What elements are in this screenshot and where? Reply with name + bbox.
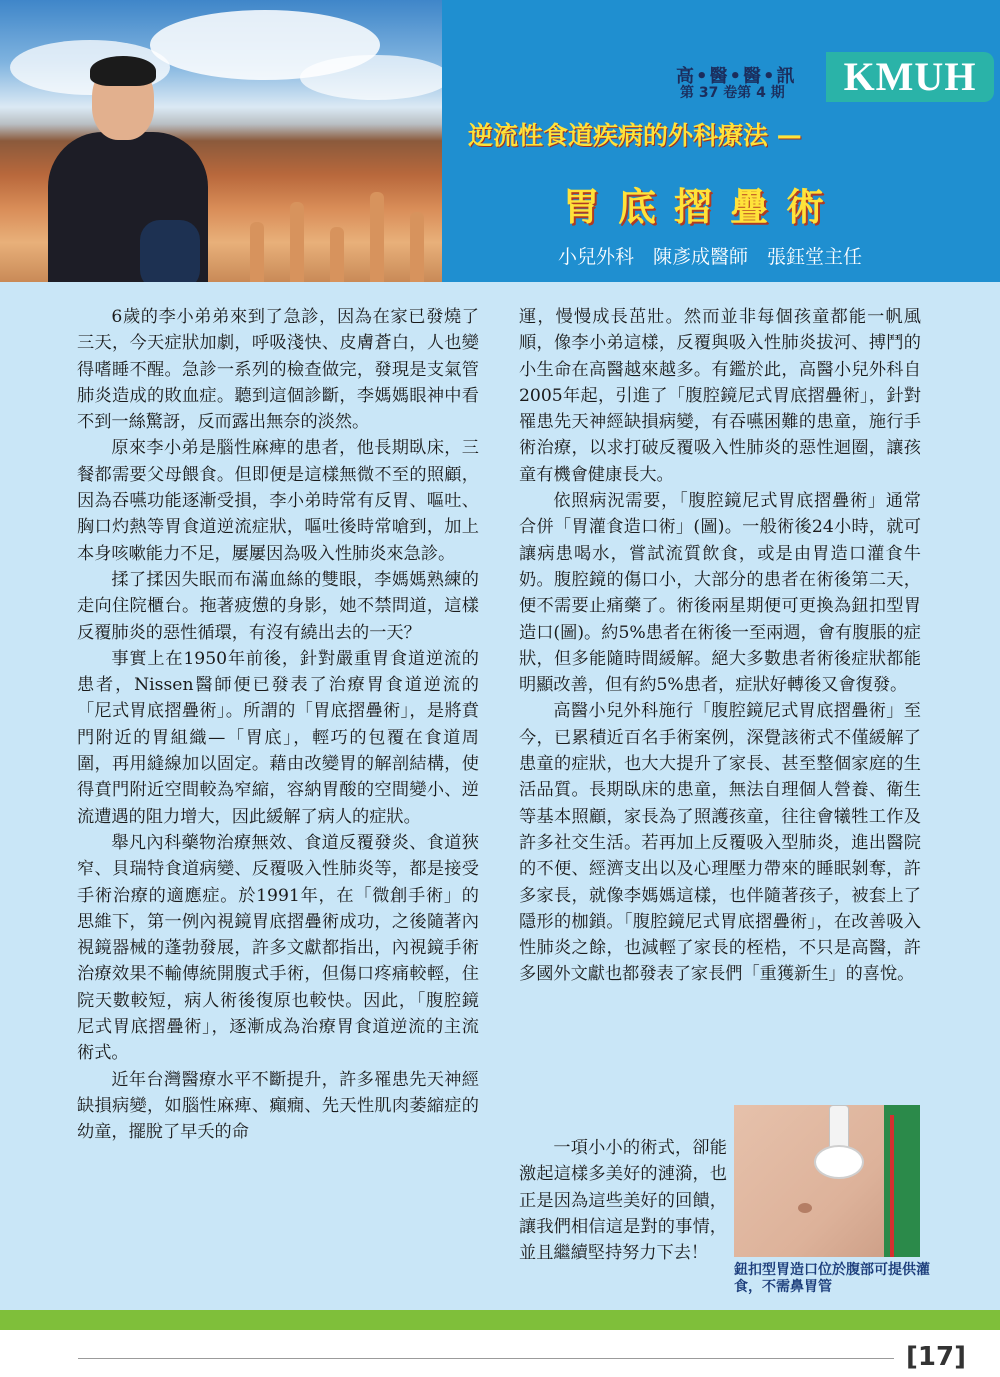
gastrostomy-photo (734, 1105, 920, 1257)
magazine-name: 高•醫•醫•訊 (676, 66, 797, 87)
article-subtitle: 胃底摺疊術 (562, 185, 843, 229)
footer-divider (78, 1358, 894, 1359)
paragraph: 高醫小兒外科施行「腹腔鏡尼式胃底摺疊術」至今，已累積近百名手術案例，深覺該術式不僅緩解了患童的症狀，也大大提升了家長、甚至整個家庭的生活品質。長期臥床的患童，無法自理個人營養、衛生等基本照顧，家長為了照護孩童，往往會犧牲工作及許多社交生活。若再加上反覆吸入型肺炎，進出醫院的不便、經濟支出以及心理壓力帶來的睡眠剝奪，許多家長，就像李媽媽這樣，也伴隨著孩子，被套上了隱形的枷鎖。「腹腔鏡尼式胃底摺疊術」，在改善吸入性肺炎之餘，也減輕了家長的桎梏，不只是高醫，許多國外文獻也都發表了家長們「重獲新生」的喜悅。 (519, 701, 921, 985)
rock-formation (250, 222, 264, 282)
right-column (519, 304, 921, 988)
monitor-wire (890, 1115, 894, 1257)
left-column (77, 304, 479, 1146)
paragraph: 揉了揉因失眠而布滿血絲的雙眼，李媽媽熟練的走向住院櫃台。拖著疲憊的身影，她不禁問道，這樣反覆肺炎的惡性循環，有沒有繞出去的一天？ (77, 569, 479, 643)
kmuh-logo: KMUH (826, 52, 994, 102)
paragraph: 依照病況需要，「腹腔鏡尼式胃底摺疊術」通常合併「胃灌食造口術」(圖)。一般術後24小時，就可讓病患喝水，嘗試流質飲食，或是由胃造口灌食牛奶。腹腔鏡的傷口小，大部分的患者在術後第二天，便不需要止痛藥了。術後兩星期便可更換為鈕扣型胃造口(圖)。約5%患者在術後一至兩週，會有腹脹的症狀，但多能隨時間緩解。絕大多數患者術後症狀都能明顯改善，但有約5%患者，症狀好轉後又會復發。 (519, 491, 921, 696)
closing-paragraph: 一項小小的術式，卻能激起這樣多美好的漣漪，也正是因為這些美好的回饋，讓我們相信這是對的事情，並且繼續堅持努力下去！ (519, 1138, 727, 1264)
footer-bar (0, 1310, 1000, 1330)
paragraph: 事實上在1950年前後，針對嚴重胃食道逆流的患者，Nissen醫師便已發表了治療胃食道逆流的「尼式胃底摺疊術」。所謂的「胃底摺疊術」，是將賁門附近的胃組織—「胃底」，輕巧的包覆在食道周圍，再用縫線加以固定。藉由改變胃的解剖結構，使得賁門附近空間較為窄縮，容納胃酸的空間變小、逆流遭遇的阻力增大，因此緩解了病人的症狀。 (77, 648, 479, 827)
rock-formation (410, 212, 424, 282)
paragraph: 6歲的李小弟弟來到了急診，因為在家已發燒了三天，今天症狀加劇，呼吸淺快、皮膚蒼白，人也變得嗜睡不醒。急診一系列的檢查做完，發現是支氣管肺炎造成的敗血症。聽到這個診斷，李媽媽眼神中看不到一絲驚訝，反而露出無奈的淡然。 (77, 307, 479, 433)
article-title: 逆流性食道疾病的外科療法 — (468, 121, 802, 150)
rock-formation (330, 227, 344, 282)
rock-formation (290, 202, 304, 282)
figure-caption: 鈕扣型胃造口位於腹部可提供灌食，不需鼻胃管 (734, 1262, 930, 1295)
header-banner (0, 0, 1000, 282)
closing-column (519, 1135, 727, 1266)
paragraph: 舉凡內科藥物治療無效、食道反覆發炎、食道狹窄、貝瑞特食道病變、反覆吸入性肺炎等，都是接受手術治療的適應症。於1991年，在「微創手術」的思維下，第一例內視鏡胃底摺疊術成功，之後隨著內視鏡器械的蓬勃發展，許多文獻都指出，內視鏡手術治療效果不輸傳統開腹式手術，但傷口疼痛較輕，住院天數較短，病人術後復原也較快。因此，「腹腔鏡尼式胃底摺疊術」，逐漸成為治療胃食道逆流的主流術式。 (77, 832, 479, 1064)
navel (798, 1203, 812, 1213)
person-bag (140, 220, 200, 282)
article-authors: 小兒外科 陳彥成醫師 張鈺堂主任 (558, 246, 863, 268)
paragraph: 原來李小弟是腦性麻痺的患者，他長期臥床，三餐都需要父母餵食。但即便是這樣無微不至的照顧，因為吞嚥功能逐漸受損，李小弟時常有反胃、嘔吐、胸口灼熱等胃食道逆流症狀，嘔吐後時常嗆到，加上本身咳嗽能力不足，屢屢因為吸入性肺炎來急診。 (77, 438, 479, 564)
gastrostomy-button (814, 1145, 864, 1179)
author-photo (0, 0, 442, 282)
person-hair (90, 56, 156, 86)
paragraph: 近年台灣醫療水平不斷提升，許多罹患先天神經缺損病變，如腦性麻痺、癲癇、先天性肌肉萎縮症的幼童，擺脫了早夭的命 (77, 1069, 479, 1143)
issue-label: 第 37 卷第 4 期 (680, 85, 785, 101)
cloud-shape (300, 55, 442, 100)
paragraph-continuation: 運，慢慢成長茁壯。然而並非每個孩童都能一帆風順，像李小弟這樣，反覆與吸入性肺炎拔河、搏鬥的小生命在高醫越來越多。有鑑於此，高醫小兒外科自2005年起，引進了「腹腔鏡尼式胃底摺疊術」，針對罹患先天神經缺損病變，有吞嚥困難的患童，施行手術治療，以求打破反覆吸入性肺炎的惡性迴圈，讓孩童有機會健康長大。 (519, 307, 921, 485)
page-number: [17] (906, 1342, 966, 1372)
rock-formation (370, 192, 384, 282)
